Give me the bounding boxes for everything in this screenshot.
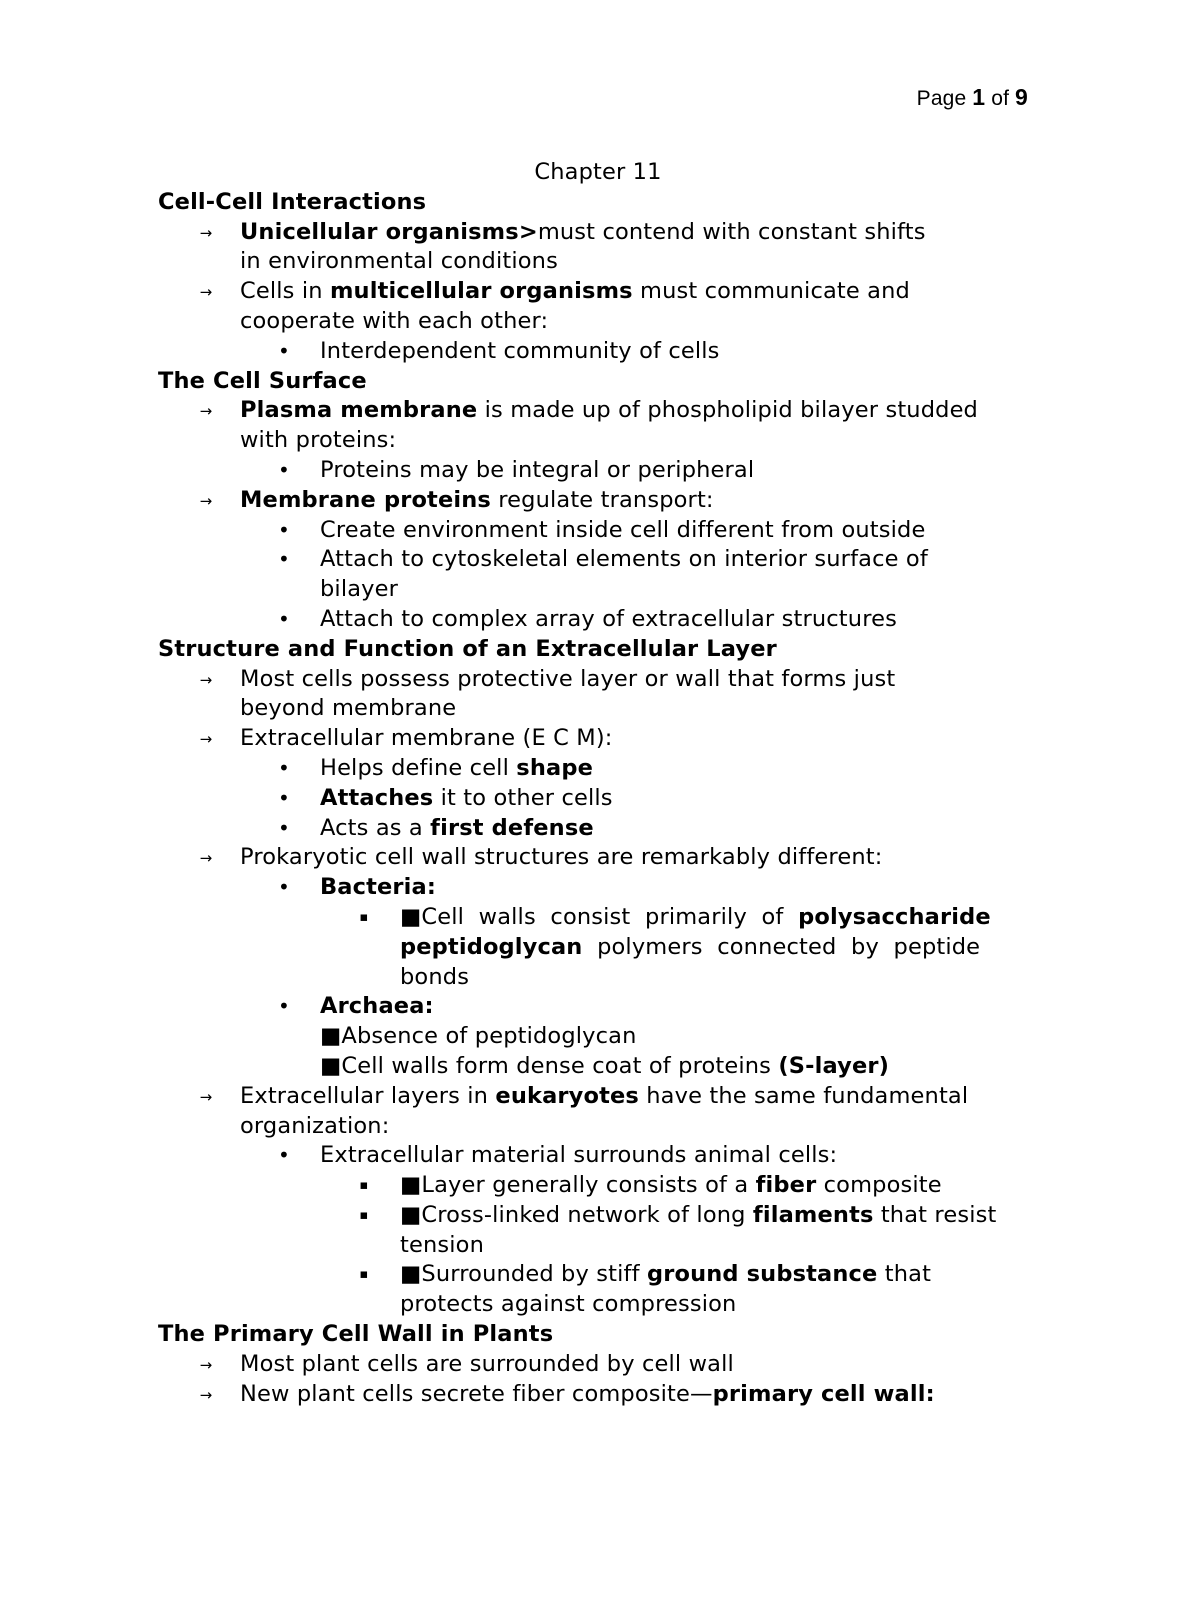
round-bullet-icon: • (278, 606, 290, 631)
text: is made up of phospholipid bilayer studded (477, 397, 978, 424)
page-number-of: of (985, 87, 1016, 110)
text: must communicate and (632, 278, 910, 305)
outline-line (158, 486, 1058, 516)
text: Helps define cell (320, 754, 517, 781)
round-bullet-icon: • (278, 994, 290, 1019)
text: that resist (873, 1201, 997, 1228)
text: must contend with constant shifts (537, 218, 926, 245)
round-bullet-icon: • (278, 1143, 290, 1168)
bold-text: The Cell Surface (158, 367, 367, 394)
outline-line (158, 1052, 1058, 1082)
text: Create environment inside cell different from outside (320, 516, 926, 543)
bold-text: filaments (752, 1201, 874, 1228)
outline-line (158, 426, 1058, 456)
round-bullet-icon: • (278, 547, 290, 572)
outline-line (158, 1260, 1058, 1290)
outline-line (158, 307, 1058, 337)
text: with proteins: (240, 427, 397, 454)
square-bullet-icon: ▪ (359, 1207, 369, 1223)
text: Most cells possess protective layer or wall that forms just (240, 665, 896, 692)
bold-text: (S-layer) (778, 1052, 890, 1079)
page-number (917, 84, 1028, 111)
bold-text: first defense (430, 814, 594, 841)
text: Acts as a (320, 814, 431, 841)
text: Interdependent community of cells (320, 337, 720, 364)
outline-line (158, 1141, 1058, 1171)
text: Extracellular membrane (E C M): (240, 725, 613, 752)
text: polymers connected by peptide (582, 933, 981, 960)
bold-text: Membrane proteins (240, 486, 491, 513)
bold-text: multicellular organisms (329, 278, 633, 305)
text: regulate transport: (490, 486, 714, 513)
section-heading (158, 1320, 1058, 1350)
page-number-prefix: Page (916, 87, 973, 110)
square-bullet-icon: ▪ (359, 1178, 369, 1194)
outline-line (158, 1022, 1058, 1052)
text: beyond membrane (240, 695, 457, 722)
text: New plant cells secrete fiber composite— (240, 1380, 713, 1407)
outline-line (158, 1171, 1058, 1201)
chapter-title: Chapter 11 (534, 159, 662, 185)
bold-text: Structure and Function of an Extracellular Layer (158, 635, 777, 662)
bold-text: shape (516, 754, 594, 781)
text: Cells in (240, 278, 330, 305)
round-bullet-icon: • (278, 517, 290, 542)
round-bullet-icon: • (278, 457, 290, 482)
outline-line (158, 277, 1058, 307)
outline-line (158, 1201, 1058, 1231)
text: organization: (240, 1112, 390, 1139)
arrow-bullet-icon: → (199, 402, 213, 421)
bold-text: The Primary Cell Wall in Plants (158, 1321, 554, 1348)
text: ■Cross-linked network of long (400, 1201, 753, 1228)
text: ■Surrounded by stiff (400, 1261, 647, 1288)
document-body (158, 158, 1058, 1409)
page-number-total: 9 (1015, 84, 1028, 110)
text: ■Cell walls form dense coat of proteins (320, 1052, 779, 1079)
outline-line (158, 784, 1058, 814)
text: tension (400, 1231, 484, 1258)
square-bullet-icon: ▪ (359, 909, 369, 925)
outline-line (158, 1082, 1058, 1112)
bold-text: polysaccharide (798, 903, 991, 930)
outline-line (158, 1112, 1058, 1142)
section-heading (158, 635, 1058, 665)
section-heading (158, 188, 1058, 218)
text: Extracellular layers in (240, 1082, 496, 1109)
text: bilayer (320, 576, 399, 603)
outline-line (158, 247, 1058, 277)
round-bullet-icon: • (278, 338, 290, 363)
section-heading (158, 367, 1058, 397)
outline-line (158, 724, 1058, 754)
arrow-bullet-icon: → (199, 849, 213, 868)
bold-text: peptidoglycan (400, 933, 583, 960)
outline-line (158, 903, 1058, 933)
arrow-bullet-icon: → (199, 491, 213, 510)
outline-line (158, 814, 1058, 844)
outline-line (158, 456, 1058, 486)
text: have the same fundamental (638, 1082, 969, 1109)
outline-line (158, 1290, 1058, 1320)
text: cooperate with each other: (240, 307, 549, 334)
text: bonds (400, 963, 470, 990)
text: Most plant cells are surrounded by cell wall (240, 1350, 734, 1377)
text: Proteins may be integral or peripheral (320, 456, 755, 483)
outline-line (158, 933, 1058, 963)
outline-line (158, 1380, 1058, 1410)
text: Attach to cytoskeletal elements on interior surface of (320, 546, 928, 573)
outline-line (158, 665, 1058, 695)
text: ■Layer generally consists of a (400, 1172, 756, 1199)
text: protects against compression (400, 1291, 737, 1318)
outline-line (158, 1231, 1058, 1261)
outline-line (158, 754, 1058, 784)
round-bullet-icon: • (278, 785, 290, 810)
bold-text: fiber (755, 1172, 817, 1199)
arrow-bullet-icon: → (199, 730, 213, 749)
square-bullet-icon: ▪ (359, 1267, 369, 1283)
text: Extracellular material surrounds animal cells: (320, 1142, 838, 1169)
text: composite (816, 1172, 942, 1199)
outline-line (158, 218, 1058, 248)
outline-list (158, 188, 1058, 1410)
outline-line (158, 694, 1058, 724)
text: ■Cell walls consist primarily of (400, 903, 799, 930)
outline-line (158, 545, 1058, 575)
arrow-bullet-icon: → (199, 1385, 213, 1404)
outline-line (158, 1350, 1058, 1380)
bold-text: Cell-Cell Interactions (158, 188, 427, 215)
arrow-bullet-icon: → (199, 1355, 213, 1374)
bold-text: eukaryotes (495, 1082, 639, 1109)
round-bullet-icon: • (278, 815, 290, 840)
outline-line (158, 516, 1058, 546)
text: ■Absence of peptidoglycan (320, 1023, 637, 1050)
arrow-bullet-icon: → (199, 223, 213, 242)
text: Prokaryotic cell wall structures are remarkably different: (240, 844, 883, 871)
text: Attach to complex array of extracellular structures (320, 605, 897, 632)
text: that (877, 1261, 932, 1288)
bold-text: Plasma membrane (240, 397, 478, 424)
bold-text: Archaea: (320, 993, 434, 1020)
arrow-bullet-icon: → (199, 283, 213, 302)
outline-line (158, 605, 1058, 635)
outline-line (158, 843, 1058, 873)
bold-text: primary cell wall: (712, 1380, 935, 1407)
outline-line (158, 575, 1058, 605)
page-number-current: 1 (972, 84, 986, 110)
outline-line (158, 963, 1058, 993)
arrow-bullet-icon: → (199, 1087, 213, 1106)
text: it to other cells (433, 784, 613, 811)
bold-text: Unicellular organisms> (240, 218, 538, 245)
outline-line (158, 396, 1058, 426)
arrow-bullet-icon: → (199, 670, 213, 689)
text: in environmental conditions (240, 248, 558, 275)
outline-line (158, 873, 1058, 903)
bold-text: Bacteria: (320, 874, 437, 901)
bold-text: ground substance (646, 1261, 878, 1288)
outline-line (158, 337, 1058, 367)
round-bullet-icon: • (278, 755, 290, 780)
bold-text: Attaches (320, 784, 434, 811)
outline-line (158, 992, 1058, 1022)
round-bullet-icon: • (278, 875, 290, 900)
